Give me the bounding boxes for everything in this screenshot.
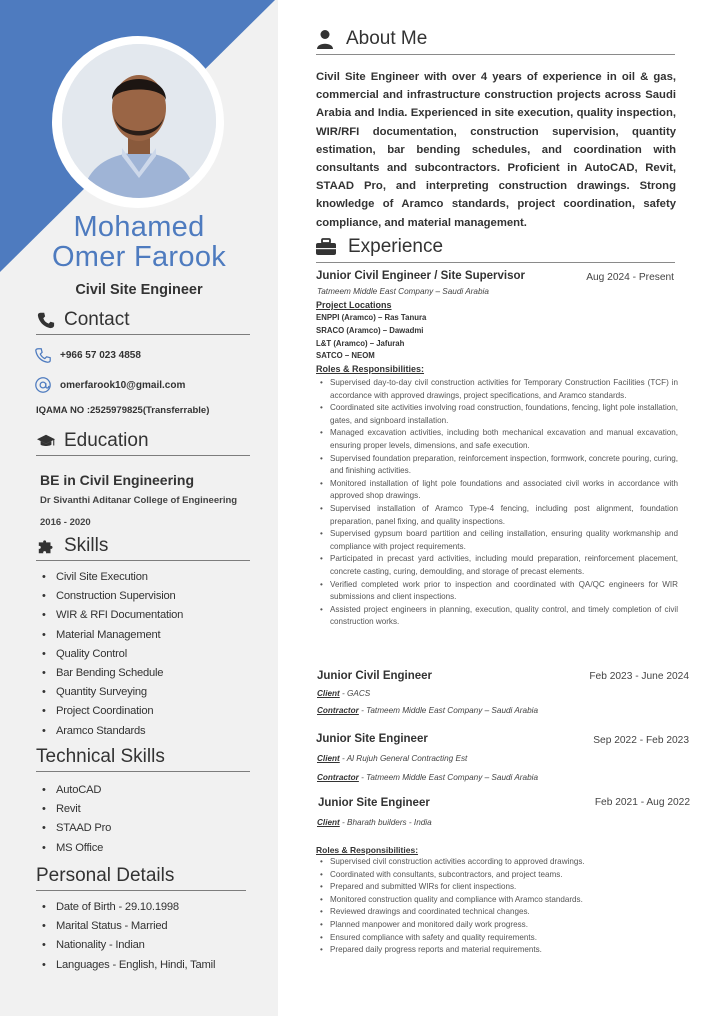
briefcase-icon [316, 238, 336, 256]
location-item: L&T (Aramco) – Jafurah [316, 338, 405, 348]
job-date: Feb 2023 - June 2024 [589, 671, 689, 682]
list-item: • Prepared and submitted WIRs for client inspections. [316, 881, 678, 894]
list-item: • Monitored construction quality and compliance with Aramco standards. [316, 894, 678, 907]
degree: BE in Civil Engineering [40, 472, 195, 488]
personal-details-title: Personal Details [36, 865, 175, 886]
list-item: • WIR & RFI Documentation [40, 606, 183, 625]
contact-title: Contact [64, 309, 130, 330]
sidebar [0, 0, 278, 1016]
client-label: Client [317, 754, 340, 763]
job-role: Civil Site Engineer [75, 282, 203, 298]
list-item: • Prepared daily progress reports and material requirements. [316, 944, 678, 957]
list-item: • Date of Birth - 29.10.1998 [40, 898, 215, 917]
personal-details-section-header [36, 865, 246, 891]
job-date: Feb 2021 - Aug 2022 [594, 797, 690, 808]
list-item: • Supervised civil construction activities according to approved drawings. [316, 856, 678, 869]
list-item: • Verified completed work prior to inspection and coordinated with QA/QC engineers for WIR submissions and client inspections. [316, 579, 678, 604]
experience-section-header [316, 236, 675, 263]
project-locations [316, 312, 426, 363]
technical-skills-section-header [36, 746, 250, 772]
education-section-header [36, 430, 250, 456]
list-item: • Bar Bending Schedule [40, 664, 183, 683]
list-item: • Revit [40, 800, 111, 819]
list-item: • MS Office [40, 839, 111, 858]
list-item: • Ensured compliance with safety and quality requirements. [316, 932, 678, 945]
contractor-value: - Tatmeem Middle East Company – Saudi Arabia [358, 773, 539, 782]
job-title: Junior Site Engineer [316, 733, 428, 745]
email-address[interactable]: omerfarook10@gmail.com [60, 379, 186, 391]
job-title: Junior Civil Engineer [317, 670, 433, 682]
responsibilities-label: Roles & Responsibilities: [316, 364, 425, 374]
project-locations-label: Project Locations [316, 300, 392, 310]
contractor-value: - Tatmeem Middle East Company – Saudi Arabia [358, 706, 539, 715]
list-item: • Assisted project engineers in planning, execution, quality control, and timely completion of civil construction works. [316, 604, 678, 629]
client-label: Client [317, 818, 340, 827]
technical-skills-title: Technical Skills [36, 746, 165, 767]
list-item: • Planned manpower and monitored daily work progress. [316, 919, 678, 932]
personal-details-list [40, 898, 215, 975]
client-line [317, 689, 370, 698]
puzzle-piece-icon [36, 537, 56, 555]
list-item: • AutoCAD [40, 781, 111, 800]
location-item: SRACO (Aramco) – Dawadmi [316, 325, 424, 335]
skills-section-header [36, 535, 250, 561]
college: Dr Sivanthi Aditanar College of Engineering [40, 495, 238, 506]
responsibilities-list [316, 856, 678, 957]
list-item: • Supervised foundation preparation, reinforcement inspection, formwork, concrete pouring, curing, and finishing activities. [316, 453, 678, 478]
profile-photo [62, 44, 216, 198]
responsibilities-label: Roles & Responsibilities: [316, 845, 419, 855]
person-icon [316, 29, 334, 49]
technical-skills-list [40, 781, 111, 858]
contact-section-header [36, 309, 250, 335]
client-value: - Bharath builders - India [339, 818, 432, 827]
iqama-number: IQAMA NO :2525979825(Transferrable) [36, 405, 210, 416]
client-line [317, 818, 432, 827]
location-item: ENPPI (Aramco) – Ras Tanura [316, 313, 427, 322]
graduation-cap-icon [36, 432, 56, 450]
about-text: Civil Site Engineer with over 4 years of experience in oil & gas, commercial and infrastructure construction projects across Saudi Arabia and India. Experienced in site execution, quality inspection, WIR/RFI documentation, construction supervision, quantity estimation, bar bending schedules, and coordination with consultants and subcontractors. Proficient in AutoCAD, Revit, STAAD Pro, and interpreting construction drawings. Strong knowledge of Aramco standards, project coordination, safety compliance, and material management. [316, 71, 676, 229]
candidate-name [0, 212, 278, 272]
list-item: • Material Management [40, 626, 183, 645]
list-item: • Supervised day-to-day civil construction activities for Temporary Construction Facilities (TCF) in accordance with approved drawings, project specifications, and Aramco standards. [316, 377, 678, 402]
skills-title: Skills [64, 535, 109, 556]
client-value: - Al Rujuh General Contracting Est [339, 754, 468, 763]
at-sign-icon [34, 376, 52, 394]
list-item: • Coordinated site activities involving road construction, foundations, fencing, light pole installation, gates, and signboard installation. [316, 402, 678, 427]
client-label: Client [317, 689, 340, 698]
contractor-line [317, 706, 538, 715]
list-item: • Quality Control [40, 645, 183, 664]
first-name: Mohamed [73, 211, 205, 243]
list-item: • Reviewed drawings and coordinated technical changes. [316, 906, 678, 919]
job-date: Sep 2022 - Feb 2023 [593, 735, 689, 746]
list-item: • Supervised installation of Aramco Type-4 fencing, including post alignment, foundation preparation, panel fixing, and quality inspections. [316, 503, 678, 528]
about-section-header [316, 28, 675, 55]
client-value: - GACS [339, 689, 371, 698]
education-title: Education [64, 430, 149, 451]
phone-row [34, 346, 141, 364]
list-item: • Quantity Surveying [40, 683, 183, 702]
list-item: • Monitored installation of light pole foundations and associated civil works in accordance with approved shop drawings. [316, 478, 678, 503]
list-item: • Participated in precast yard activities, including mould preparation, reinforcement placement, concrete casting, curing, demoulding, and storage of precast elements. [316, 553, 678, 578]
list-item: • Aramco Standards [40, 722, 183, 741]
job-title: Junior Civil Engineer / Site Supervisor [316, 270, 525, 282]
company: Tatmeem Middle East Company – Saudi Arabia [317, 287, 489, 296]
skills-list [40, 568, 183, 741]
client-line [317, 754, 467, 763]
phone-outline-icon [34, 346, 52, 364]
list-item: • Construction Supervision [40, 587, 183, 606]
email-row [34, 376, 185, 394]
list-item: • Marital Status - Married [40, 917, 215, 936]
responsibilities-list [316, 377, 678, 629]
job-date: Aug 2024 - Present [586, 272, 674, 283]
education-years: 2016 - 2020 [40, 517, 91, 528]
phone-icon [36, 311, 56, 329]
list-item: • Civil Site Execution [40, 568, 183, 587]
last-name: Omer Farook [51, 241, 227, 273]
contractor-label: Contractor [317, 773, 359, 782]
list-item: • Languages - English, Hindi, Tamil [40, 956, 215, 975]
contractor-line [317, 773, 538, 782]
phone-number[interactable]: +966 57 023 4858 [60, 349, 141, 361]
list-item: • Managed excavation activities, including both mechanical excavation and manual excavation, ensuring proper levels, dimensions, and safe execution. [316, 427, 678, 452]
list-item: • STAAD Pro [40, 819, 111, 838]
list-item: • Project Coordination [40, 702, 183, 721]
about-title: About Me [346, 28, 428, 49]
list-item: • Nationality - Indian [40, 936, 215, 955]
contractor-label: Contractor [317, 706, 359, 715]
experience-title: Experience [348, 236, 444, 257]
list-item: • Coordinated with consultants, subcontractors, and project teams. [316, 869, 678, 882]
location-item: SATCO – NEOM [316, 351, 375, 361]
job-title: Junior Site Engineer [318, 797, 430, 809]
list-item: • Supervised gypsum board partition and ceiling installation, ensuring quality workmanship and compliance with project requirements. [316, 528, 678, 553]
